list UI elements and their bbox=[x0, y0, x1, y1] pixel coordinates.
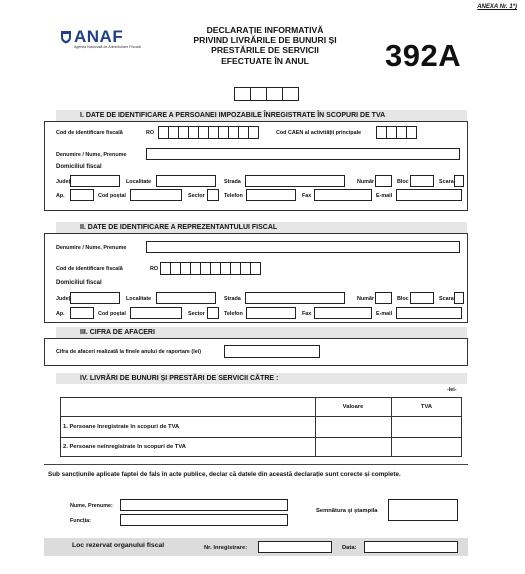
s2-strada-input[interactable] bbox=[245, 292, 345, 304]
date-input[interactable] bbox=[364, 541, 458, 553]
reserved-label: Loc rezervat organului fiscal bbox=[72, 542, 165, 549]
anaf-shield-icon bbox=[60, 30, 72, 44]
s2-ap-label: Ap. bbox=[56, 311, 65, 317]
section-4-title: IV. LIVRĂRI DE BUNURI ȘI PRESTĂRI DE SERVICII CĂTRE : bbox=[80, 375, 279, 382]
s2-fax-label: Fax bbox=[302, 311, 312, 317]
s2-telefon-input[interactable] bbox=[246, 307, 296, 319]
s2-sector-label: Sector bbox=[188, 311, 205, 317]
s1-telefon-input[interactable] bbox=[246, 189, 296, 201]
s1-codpostal-label: Cod poștal bbox=[98, 193, 126, 199]
s1-fax-label: Fax bbox=[302, 193, 312, 199]
digit-cell[interactable] bbox=[250, 262, 261, 275]
s2-strada-label: Strada bbox=[224, 296, 241, 302]
s1-bloc-input[interactable] bbox=[410, 175, 434, 187]
s2-codpostal-input[interactable] bbox=[130, 307, 182, 319]
annex-label: ANEXA Nr. 1*) bbox=[477, 4, 517, 10]
declaration-text: Sub sancțiunile aplicate faptei de fals în acte publice, declar că datele din această declarație sunt corecte și complete. bbox=[48, 471, 401, 478]
s1-judet-label: Județ bbox=[56, 179, 71, 185]
logo-subtitle: Agenția Națională de Administrare Fiscală bbox=[74, 45, 141, 49]
s1-email-input[interactable] bbox=[396, 189, 462, 201]
col-tva: TVA bbox=[420, 404, 433, 410]
s2-fax-input[interactable] bbox=[314, 307, 372, 319]
s1-name-label: Denumire / Nume, Prenume bbox=[56, 152, 127, 158]
row-unregistered-label: 2. Persoane neînregistrate în scopuri de TVA bbox=[63, 444, 186, 450]
form-code: 392A bbox=[385, 38, 462, 73]
s1-scara-input[interactable] bbox=[454, 175, 464, 187]
digit-cell[interactable] bbox=[248, 126, 259, 139]
reg-no-input[interactable] bbox=[258, 541, 332, 553]
s1-numar-label: Număr bbox=[357, 179, 375, 185]
s2-address-title: Domiciliul fiscal bbox=[56, 280, 102, 286]
s1-telefon-label: Telefon bbox=[224, 193, 243, 199]
signature-label: Semnătura și ștampila bbox=[316, 508, 378, 514]
s2-email-label: E-mail bbox=[376, 311, 393, 317]
s1-strada-label: Strada bbox=[224, 179, 241, 185]
s2-bloc-label: Bloc bbox=[397, 296, 409, 302]
decl-name-input[interactable] bbox=[120, 499, 288, 511]
section-2-title: II. DATE DE IDENTIFICARE A REPREZENTANTULUI FISCAL bbox=[80, 224, 278, 231]
s1-ap-label: Ap. bbox=[56, 193, 65, 199]
s2-judet-label: Județ bbox=[56, 296, 71, 302]
s2-localitate-label: Localitate bbox=[126, 296, 152, 302]
form-title bbox=[170, 25, 360, 66]
row-unregistered-value[interactable] bbox=[316, 438, 391, 457]
turnover-input[interactable] bbox=[224, 345, 320, 358]
year-input[interactable] bbox=[234, 87, 298, 101]
logo-text: ANAF bbox=[74, 27, 124, 46]
s1-address-title: Domiciliul fiscal bbox=[56, 164, 102, 170]
s1-localitate-input[interactable] bbox=[156, 175, 216, 187]
declaration-rule bbox=[44, 464, 468, 465]
s1-bloc-label: Bloc bbox=[397, 179, 409, 185]
decl-name-label: Nume, Prenume: bbox=[70, 503, 113, 509]
row-registered-value[interactable] bbox=[316, 417, 391, 437]
s1-localitate-label: Localitate bbox=[126, 179, 152, 185]
date-label: Data: bbox=[342, 545, 357, 551]
s1-fax-input[interactable] bbox=[314, 189, 372, 201]
s2-numar-label: Număr bbox=[357, 296, 375, 302]
s2-cif-label: Cod de identificare fiscală bbox=[56, 266, 123, 272]
s1-ro-label: RO bbox=[146, 130, 155, 136]
signature-box[interactable] bbox=[388, 499, 458, 521]
s1-caen-label: Cod CAEN al activității principale bbox=[276, 130, 362, 136]
anaf-logo bbox=[60, 27, 160, 53]
title-line-2: PRIVIND LIVRĂRILE DE BUNURI ȘI bbox=[193, 35, 337, 46]
s2-scara-label: Scara bbox=[439, 296, 454, 302]
s1-name-input[interactable] bbox=[146, 148, 460, 160]
row-unregistered-tva[interactable] bbox=[392, 438, 461, 457]
s1-codpostal-input[interactable] bbox=[130, 189, 182, 201]
decl-function-input[interactable] bbox=[120, 514, 288, 526]
s1-cif-label: Cod de identificare fiscală bbox=[56, 130, 123, 136]
s1-numar-input[interactable] bbox=[375, 175, 392, 187]
s1-email-label: E-mail bbox=[376, 193, 393, 199]
s2-email-input[interactable] bbox=[396, 307, 462, 319]
turnover-label: Cifra de afaceri realizată la finele anului de raportare (lei) bbox=[56, 349, 201, 355]
s2-ro-label: RO bbox=[150, 266, 159, 272]
s2-ap-input[interactable] bbox=[70, 307, 94, 319]
s2-telefon-label: Telefon bbox=[224, 311, 243, 317]
s1-judet-input[interactable] bbox=[70, 175, 120, 187]
s2-numar-input[interactable] bbox=[375, 292, 392, 304]
s2-name-input[interactable] bbox=[146, 241, 460, 253]
decl-function-label: Funcția: bbox=[70, 518, 91, 524]
s1-strada-input[interactable] bbox=[245, 175, 345, 187]
digit-cell[interactable] bbox=[406, 126, 417, 139]
col-valoare: Valoare bbox=[342, 404, 364, 410]
title-line-1: DECLARAȚIE INFORMATIVĂ bbox=[206, 25, 324, 35]
s2-judet-input[interactable] bbox=[70, 292, 120, 304]
s1-ap-input[interactable] bbox=[70, 189, 94, 201]
s2-localitate-input[interactable] bbox=[156, 292, 216, 304]
title-line-4: EFECTUATE ÎN ANUL bbox=[221, 55, 309, 66]
title-line-3: PRESTĂRILE DE SERVICII bbox=[211, 45, 319, 56]
s2-codpostal-label: Cod poștal bbox=[98, 311, 126, 317]
s1-sector-input[interactable] bbox=[207, 189, 219, 201]
s2-name-label: Denumire / Nume, Prenume bbox=[56, 245, 127, 251]
s2-sector-input[interactable] bbox=[207, 307, 219, 319]
s1-scara-label: Scara bbox=[439, 179, 454, 185]
reg-no-label: Nr. înregistrare: bbox=[204, 545, 248, 551]
row-registered-tva[interactable] bbox=[392, 417, 461, 437]
s2-bloc-input[interactable] bbox=[410, 292, 434, 304]
s2-scara-input[interactable] bbox=[454, 292, 464, 304]
section-1-title: I. DATE DE IDENTIFICARE A PERSOANEI IMPOZABILE ÎNREGISTRATE ÎN SCOPURI DE TVA bbox=[80, 112, 386, 119]
section-3-title: III. CIFRA DE AFACERI bbox=[80, 329, 155, 336]
s1-sector-label: Sector bbox=[188, 193, 205, 199]
row-registered-label: 1. Persoane înregistrate în scopuri de TVA bbox=[63, 424, 180, 430]
unit-label: -lei- bbox=[447, 387, 457, 393]
